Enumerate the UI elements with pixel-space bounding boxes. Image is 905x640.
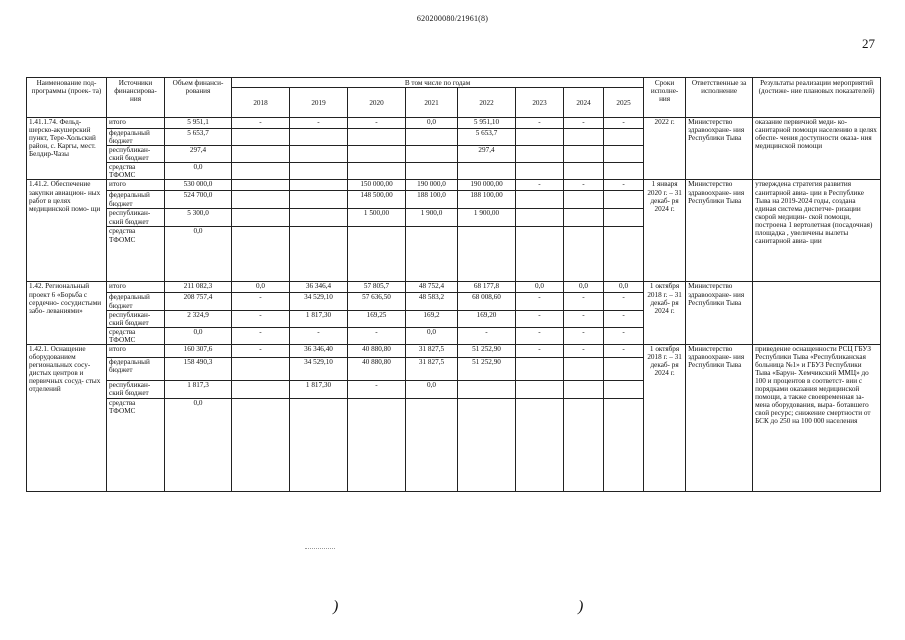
- year-value-2023: -: [516, 327, 564, 344]
- responsible: Министерство здравоохране- ния Республики Тыва: [686, 180, 753, 282]
- result: [753, 282, 881, 344]
- funding-source: итого: [107, 344, 165, 357]
- year-value-2021: [406, 146, 458, 163]
- deadline: 2022 г.: [644, 118, 686, 180]
- year-value-2024: [564, 380, 604, 398]
- year-value-2018: -: [232, 344, 290, 357]
- year-value-2021: [406, 129, 458, 146]
- year-value-2023: -: [516, 310, 564, 327]
- year-value-2021: 188 100,0: [406, 191, 458, 209]
- page-number: 27: [862, 36, 875, 51]
- year-value-2019: [290, 146, 348, 163]
- year-value-2022: 5 951,10: [458, 118, 516, 129]
- year-value-2018: [232, 129, 290, 146]
- table-row: [27, 344, 881, 357]
- year-value-2019: [290, 163, 348, 180]
- year-value-2023: [516, 357, 564, 380]
- header-volume: Объем финанси- рования: [165, 78, 232, 118]
- year-value-2019: -: [290, 327, 348, 344]
- year-value-2019: [290, 227, 348, 282]
- funding-source: республикан- ский бюджет: [107, 310, 165, 327]
- year-value-2024: -: [564, 180, 604, 191]
- year-value-2025: [604, 129, 644, 146]
- year-value-2018: -: [232, 327, 290, 344]
- funding-source: федеральный бюджет: [107, 191, 165, 209]
- funding-total: 5 653,7: [165, 129, 232, 146]
- funding-source: средства ТФОМС: [107, 227, 165, 282]
- year-value-2019: 1 817,30: [290, 310, 348, 327]
- table-row: [27, 180, 881, 191]
- year-value-2021: 48 583,2: [406, 293, 458, 310]
- year-value-2025: [604, 209, 644, 227]
- year-value-2023: [516, 129, 564, 146]
- header-by-years: В том числе по годам: [232, 78, 644, 88]
- year-value-2025: [604, 380, 644, 398]
- year-value-2018: [232, 357, 290, 380]
- year-value-2020: -: [348, 118, 406, 129]
- year-value-2020: -: [348, 380, 406, 398]
- year-value-2024: [564, 209, 604, 227]
- year-value-2018: [232, 380, 290, 398]
- funding-total: 0,0: [165, 163, 232, 180]
- year-value-2024: [564, 129, 604, 146]
- year-value-2023: 0,0: [516, 282, 564, 293]
- funding-source: средства ТФОМС: [107, 327, 165, 344]
- year-value-2022: [458, 227, 516, 282]
- year-value-2019: [290, 129, 348, 146]
- funding-total: 211 082,3: [165, 282, 232, 293]
- year-value-2020: 57 636,50: [348, 293, 406, 310]
- funding-source: средства ТФОМС: [107, 163, 165, 180]
- financing-table: [26, 77, 881, 492]
- result: утверждена стратегия развития санитарной авиа- ции в Республике Тыва на 2019-2024 годы, создана единая система диспетче- ризации скорой медицин- ской помощи, построена 1 вертолетная (посадочная) площадка , увеличены вылеты санитарной авиа- ции: [753, 180, 881, 282]
- project-name: 1.41.1.74. Фельд- шерско-акушерский пункт, Тере-Хольский район, с. Каргы, мест. Белдир-Чазы: [27, 118, 107, 180]
- year-value-2018: [232, 209, 290, 227]
- funding-source: республикан- ский бюджет: [107, 209, 165, 227]
- project-name: 1.42.1. Оснащение оборудованием региональных сосу- дистых центров и первичных сосуд- стых отделений: [27, 344, 107, 491]
- funding-total: 5 951,1: [165, 118, 232, 129]
- funding-total: 530 000,0: [165, 180, 232, 191]
- year-value-2019: [290, 209, 348, 227]
- year-value-2025: [604, 227, 644, 282]
- year-value-2022: 169,20: [458, 310, 516, 327]
- year-value-2018: [232, 180, 290, 191]
- header-year-2025: 2025: [604, 88, 644, 118]
- year-value-2023: -: [516, 344, 564, 357]
- funding-source: республикан- ский бюджет: [107, 380, 165, 398]
- year-value-2019: [290, 191, 348, 209]
- year-value-2024: [564, 398, 604, 491]
- year-value-2020: [348, 163, 406, 180]
- year-value-2019: 36 346,4: [290, 282, 348, 293]
- year-value-2021: 31 827,5: [406, 344, 458, 357]
- year-value-2020: 40 880,80: [348, 357, 406, 380]
- year-value-2023: -: [516, 180, 564, 191]
- header-deadline: Сроки исполне- ния: [644, 78, 686, 118]
- header-year-2018: 2018: [232, 88, 290, 118]
- project-name: 1.41.2. Обеспечение закупки авиацион- ных работ в целях медицинской помо- щи: [27, 180, 107, 282]
- deadline: 1 октября 2018 г. – 31 декаб- ря 2024 г.: [644, 344, 686, 491]
- year-value-2023: [516, 227, 564, 282]
- year-value-2022: 190 000,00: [458, 180, 516, 191]
- year-value-2024: -: [564, 327, 604, 344]
- funding-total: 208 757,4: [165, 293, 232, 310]
- funding-source: республикан- ский бюджет: [107, 146, 165, 163]
- year-value-2025: -: [604, 180, 644, 191]
- year-value-2024: -: [564, 293, 604, 310]
- result: оказание первичной меди- ко-санитарной помощи населению в целях обеспе- чения доступности оказа- ния медицинской помощи: [753, 118, 881, 180]
- year-value-2024: [564, 227, 604, 282]
- year-value-2022: 68 177,8: [458, 282, 516, 293]
- year-value-2020: [348, 398, 406, 491]
- year-value-2021: 0,0: [406, 380, 458, 398]
- year-value-2021: [406, 227, 458, 282]
- funding-total: 0,0: [165, 398, 232, 491]
- year-value-2018: [232, 163, 290, 180]
- year-value-2021: [406, 398, 458, 491]
- year-value-2023: [516, 380, 564, 398]
- year-value-2021: 1 900,0: [406, 209, 458, 227]
- header-name: Наименование под- программы (проек- та): [27, 78, 107, 118]
- year-value-2020: 150 000,00: [348, 180, 406, 191]
- funding-total: 297,4: [165, 146, 232, 163]
- year-value-2022: 297,4: [458, 146, 516, 163]
- funding-total: 2 324,9: [165, 310, 232, 327]
- funding-total: 524 700,0: [165, 191, 232, 209]
- year-value-2021: 169,2: [406, 310, 458, 327]
- year-value-2024: [564, 357, 604, 380]
- year-value-2020: [348, 227, 406, 282]
- year-value-2025: [604, 163, 644, 180]
- year-value-2020: 1 500,00: [348, 209, 406, 227]
- header-year-2022: 2022: [458, 88, 516, 118]
- year-value-2020: 169,25: [348, 310, 406, 327]
- year-value-2020: [348, 129, 406, 146]
- year-value-2018: [232, 227, 290, 282]
- header-year-2019: 2019: [290, 88, 348, 118]
- funding-source: итого: [107, 118, 165, 129]
- year-value-2019: 34 529,10: [290, 357, 348, 380]
- year-value-2018: [232, 398, 290, 491]
- funding-total: 1 817,3: [165, 380, 232, 398]
- funding-total: 0,0: [165, 327, 232, 344]
- year-value-2025: [604, 191, 644, 209]
- year-value-2022: 188 100,00: [458, 191, 516, 209]
- year-value-2018: [232, 146, 290, 163]
- year-value-2019: [290, 398, 348, 491]
- funding-total: 0,0: [165, 227, 232, 282]
- year-value-2022: 5 653,7: [458, 129, 516, 146]
- year-value-2024: -: [564, 344, 604, 357]
- year-value-2023: [516, 146, 564, 163]
- result: приведение оснащенности РСЦ ГБУЗ Республики Тыва «Республиканская больница №1» и ГБУЗ Республики Тыва «Барун- Хемчикский ММЦ» до 100 и процентов в соответст- вии с порядками оказания медицинской помощи, а также своевременная за- мена оборудования, выра- ботавшего свой ресурс; снижение смертности от БСК до 250 на 100 000 населения: [753, 344, 881, 491]
- year-value-2020: [348, 146, 406, 163]
- header-sources: Источники финансирова- ния: [107, 78, 165, 118]
- responsible: Министерство здравоохране- ния Республики Тыва: [686, 344, 753, 491]
- year-value-2020: 57 805,7: [348, 282, 406, 293]
- year-value-2025: -: [604, 118, 644, 129]
- funding-source: средства ТФОМС: [107, 398, 165, 491]
- funding-source: федеральный бюджет: [107, 357, 165, 380]
- year-value-2021: 48 752,4: [406, 282, 458, 293]
- project-name: 1.42. Региональный проект 6 «Борьба с сердечно- сосудистыми забо- леваниями»: [27, 282, 107, 344]
- funding-source: федеральный бюджет: [107, 129, 165, 146]
- year-value-2022: 51 252,90: [458, 357, 516, 380]
- year-value-2020: 40 880,80: [348, 344, 406, 357]
- year-value-2021: 0,0: [406, 327, 458, 344]
- year-value-2024: [564, 191, 604, 209]
- year-value-2023: [516, 209, 564, 227]
- year-value-2019: 34 529,10: [290, 293, 348, 310]
- year-value-2022: [458, 398, 516, 491]
- document-id: 620200080/21961(8): [416, 14, 489, 23]
- funding-source: федеральный бюджет: [107, 293, 165, 310]
- year-value-2022: -: [458, 327, 516, 344]
- year-value-2018: [232, 191, 290, 209]
- funding-total: 5 300,0: [165, 209, 232, 227]
- year-value-2025: -: [604, 344, 644, 357]
- year-value-2021: 0,0: [406, 118, 458, 129]
- year-value-2018: -: [232, 310, 290, 327]
- header-year-2020: 2020: [348, 88, 406, 118]
- year-value-2025: -: [604, 327, 644, 344]
- year-value-2018: -: [232, 118, 290, 129]
- year-value-2020: 148 500,00: [348, 191, 406, 209]
- year-value-2025: [604, 146, 644, 163]
- funding-total: 160 307,6: [165, 344, 232, 357]
- year-value-2025: -: [604, 293, 644, 310]
- year-value-2019: [290, 180, 348, 191]
- funding-source: итого: [107, 180, 165, 191]
- year-value-2025: -: [604, 310, 644, 327]
- table-row: [27, 282, 881, 293]
- year-value-2025: [604, 398, 644, 491]
- year-value-2022: 68 008,60: [458, 293, 516, 310]
- year-value-2022: 1 900,00: [458, 209, 516, 227]
- scan-artifact: [305, 548, 335, 549]
- deadline: 1 января 2020 г. – 31 декаб- ря 2024 г.: [644, 180, 686, 282]
- year-value-2023: -: [516, 293, 564, 310]
- year-value-2024: [564, 146, 604, 163]
- year-value-2019: 1 817,30: [290, 380, 348, 398]
- year-value-2019: 36 346,40: [290, 344, 348, 357]
- year-value-2018: 0,0: [232, 282, 290, 293]
- year-value-2023: [516, 163, 564, 180]
- year-value-2019: -: [290, 118, 348, 129]
- year-value-2024: 0,0: [564, 282, 604, 293]
- footer-mark-right: ): [578, 598, 584, 615]
- year-value-2024: [564, 163, 604, 180]
- header-results: Результаты реализации мероприятий (достиже- ние плановых показателей): [753, 78, 881, 118]
- year-value-2020: -: [348, 327, 406, 344]
- year-value-2024: -: [564, 310, 604, 327]
- deadline: 1 октября 2018 г. – 31 декаб- ря 2024 г.: [644, 282, 686, 344]
- header-responsible: Ответственные за исполнение: [686, 78, 753, 118]
- year-value-2022: [458, 380, 516, 398]
- year-value-2025: [604, 357, 644, 380]
- table-row: [27, 118, 881, 129]
- year-value-2022: 51 252,90: [458, 344, 516, 357]
- year-value-2018: -: [232, 293, 290, 310]
- year-value-2023: -: [516, 118, 564, 129]
- year-value-2023: [516, 398, 564, 491]
- year-value-2024: -: [564, 118, 604, 129]
- header-year-2023: 2023: [516, 88, 564, 118]
- year-value-2025: 0,0: [604, 282, 644, 293]
- responsible: Министерство здравоохране- ния Республики Тыва: [686, 118, 753, 180]
- year-value-2023: [516, 191, 564, 209]
- year-value-2021: [406, 163, 458, 180]
- year-value-2022: [458, 163, 516, 180]
- header-year-2024: 2024: [564, 88, 604, 118]
- footer-mark-left: ): [333, 598, 339, 615]
- header-year-2021: 2021: [406, 88, 458, 118]
- responsible: Министерство здравоохране- ния Республики Тыва: [686, 282, 753, 344]
- funding-total: 158 490,3: [165, 357, 232, 380]
- year-value-2021: 190 000,0: [406, 180, 458, 191]
- year-value-2021: 31 827,5: [406, 357, 458, 380]
- funding-source: итого: [107, 282, 165, 293]
